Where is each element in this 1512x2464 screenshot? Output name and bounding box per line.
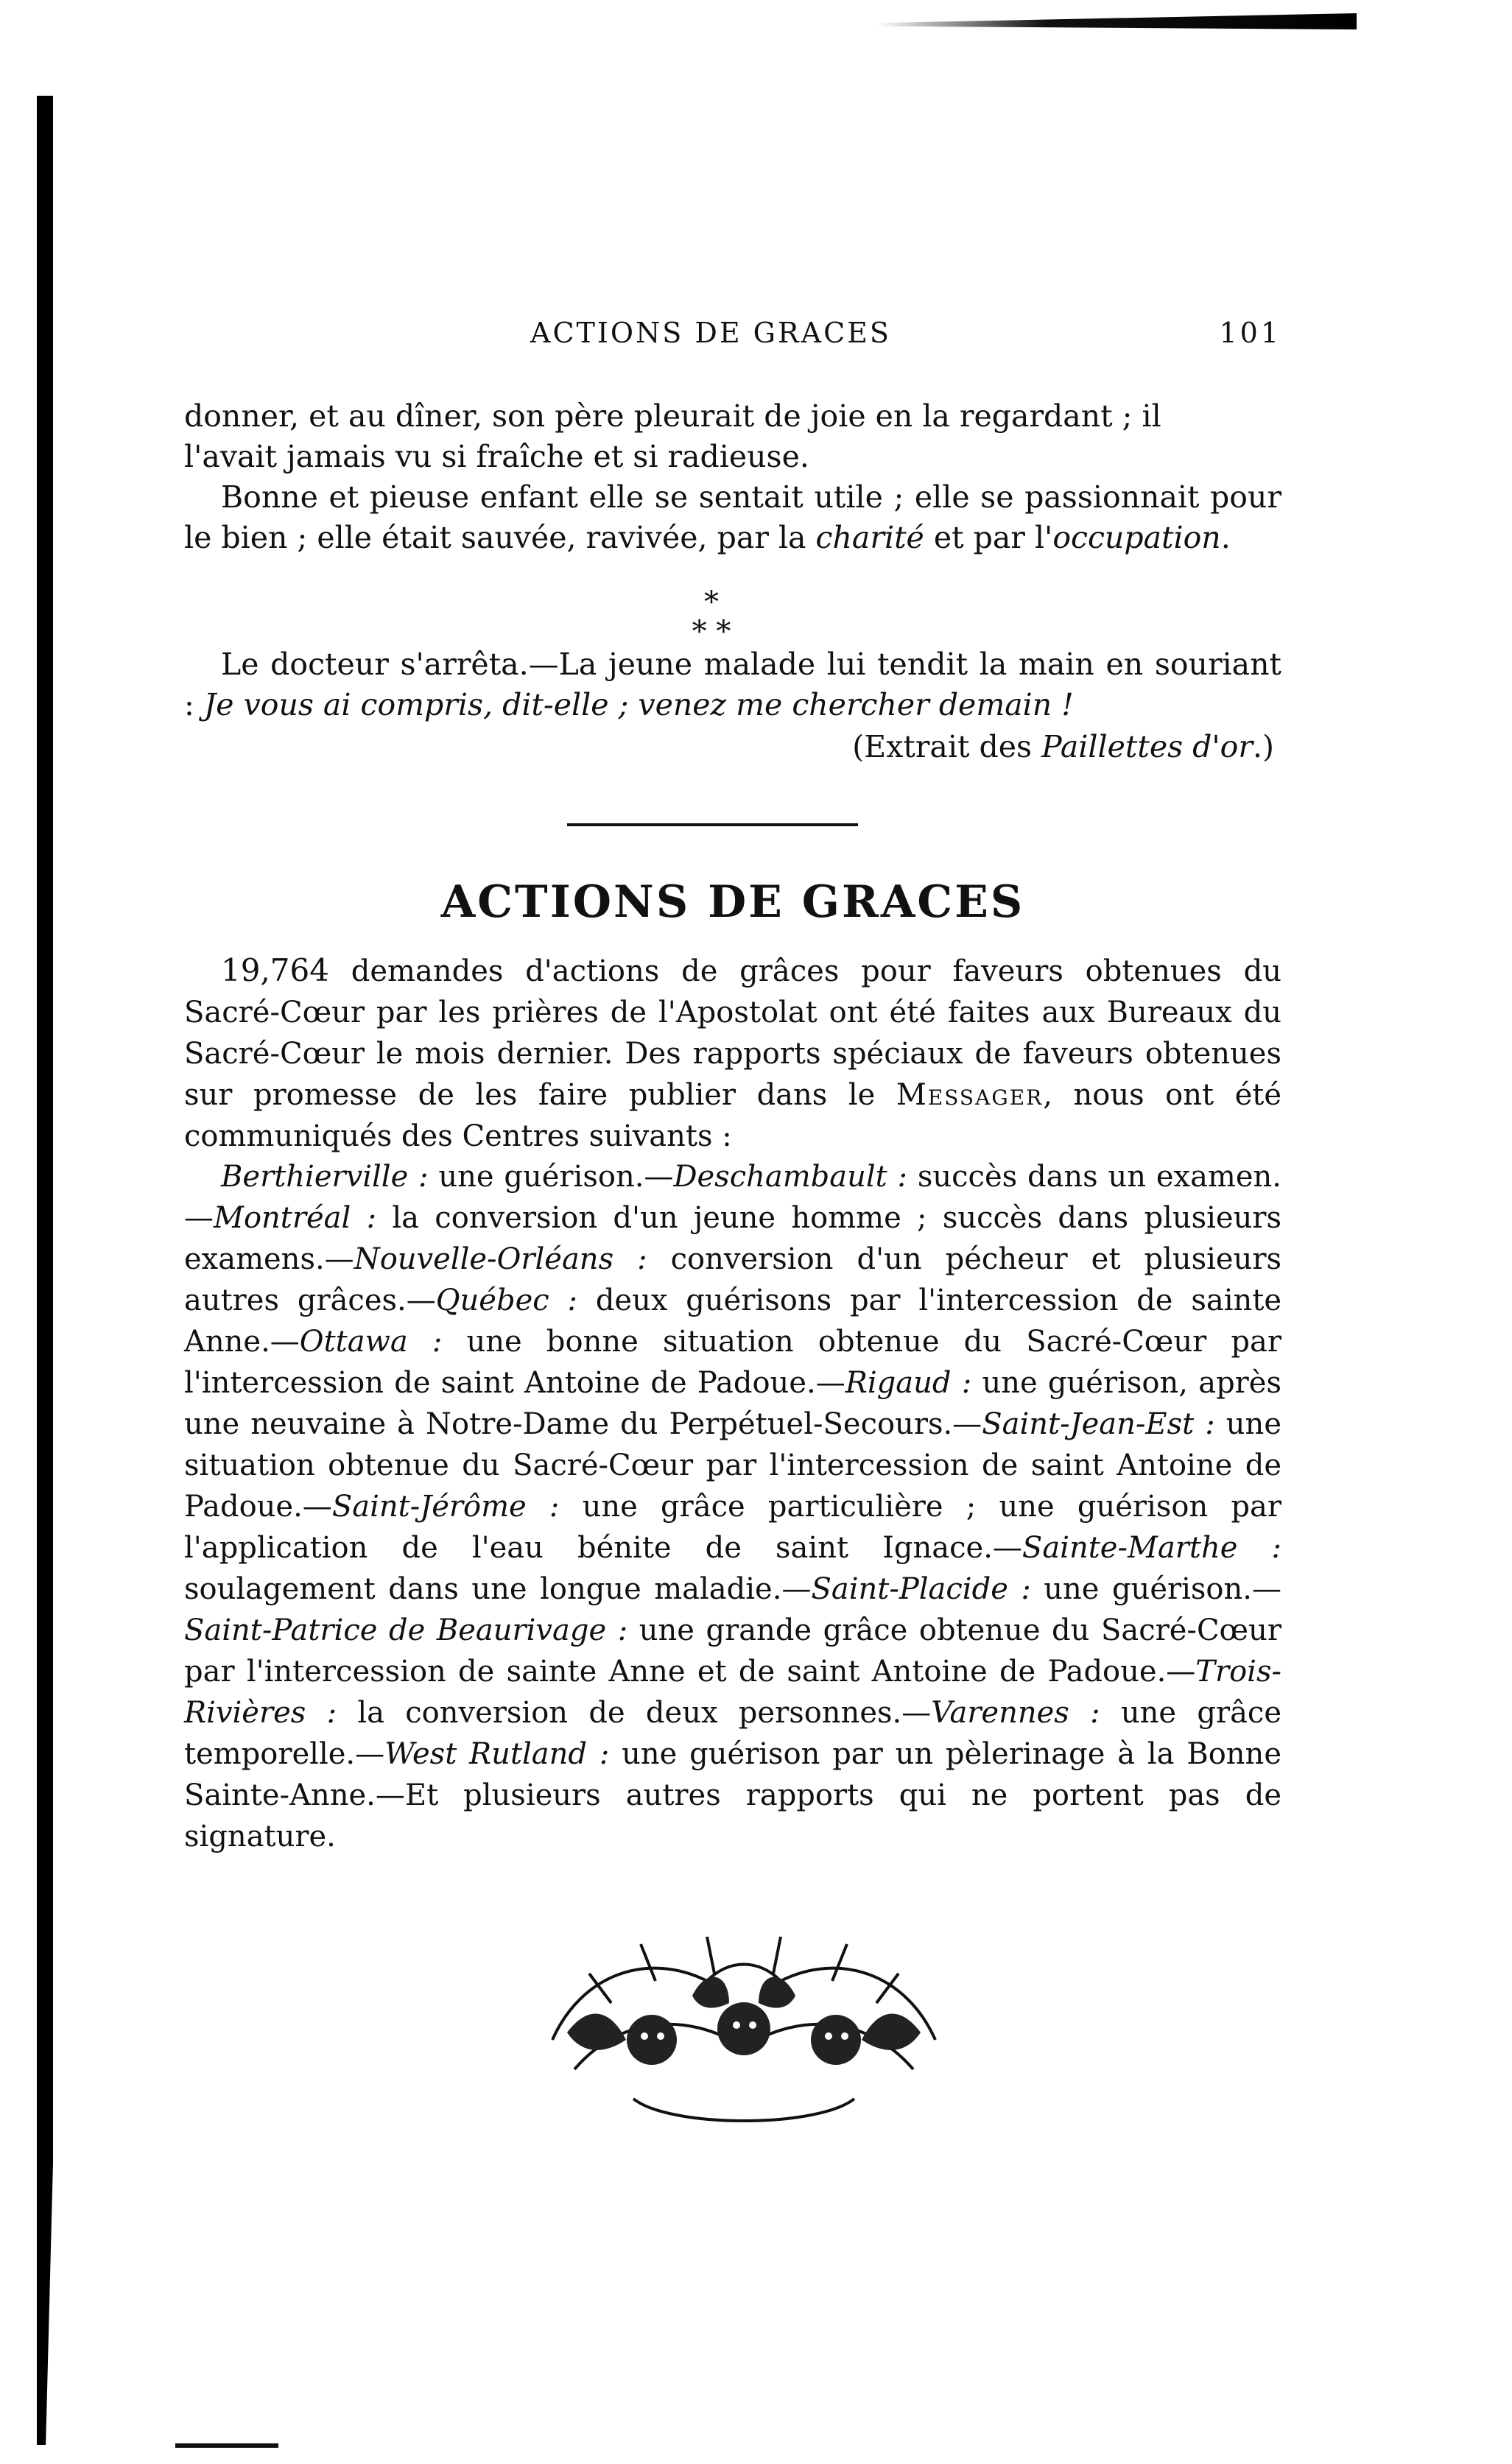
reports-paragraph <box>184 1156 1281 1857</box>
report-text: la conversion d'un jeune homme ; succès dans plusieurs examens.— <box>184 1201 1281 1276</box>
cherub-head-center <box>717 2002 770 2055</box>
report-text: une guérison, après une neuvaine à Notre-Dame du Perpétuel-Secours.— <box>184 1366 1281 1441</box>
report-text: deux guérisons par l'intercession de sainte Anne.— <box>184 1284 1281 1359</box>
story-word-charite: charité <box>815 520 924 555</box>
story-paragraphs <box>184 396 1281 558</box>
cherub-head-right <box>811 2015 861 2065</box>
section-divider <box>567 823 858 826</box>
story-line-1: donner, et au dîner, son père pleurait de joie en la regardant ; il <box>184 398 1161 434</box>
report-text: une guérison par un pèlerinage à la Bonne Sainte-Anne.—Et plusieurs autres rapports qui ne portent pas de signature. <box>184 1737 1281 1854</box>
page-number: 101 <box>1219 317 1281 349</box>
report-place: Montréal : <box>214 1201 377 1235</box>
running-head <box>184 309 1281 353</box>
source-end: .) <box>1252 729 1274 764</box>
story-paragraph-2 <box>184 477 1281 558</box>
section-intro <box>184 950 1281 1157</box>
cherub-head-left <box>627 2015 677 2065</box>
report-place: Saint-Jean-Est : <box>982 1407 1215 1441</box>
scan-edge-bottom-left <box>175 2443 278 2448</box>
report-text: une situation obtenue du Sacré-Cœur par l'intercession de saint Antoine de Padoue.— <box>184 1407 1281 1524</box>
report-place: Rigaud : <box>845 1366 972 1400</box>
story-paragraph-3 <box>184 644 1281 725</box>
wing-center-left <box>692 1977 729 2008</box>
asterism-bottom: * * <box>692 615 731 649</box>
report-place: Québec : <box>435 1284 577 1317</box>
asterism <box>682 585 741 649</box>
source-citation <box>852 729 1274 764</box>
report-place: Berthierville : <box>221 1160 429 1194</box>
story-p2-end: . <box>1220 520 1231 555</box>
report-text: une bonne situation obtenue du Sacré-Cœur par l'intercession de saint Antoine de Padoue.— <box>184 1325 1281 1400</box>
story-word-occupation: occupation <box>1052 520 1221 555</box>
scan-edge-top <box>876 13 1357 29</box>
source-start: (Extrait des <box>852 729 1042 764</box>
scan-edge-left <box>37 96 53 2445</box>
story-quote: Je vous ai compris, dit-elle ; venez me chercher demain ! <box>203 687 1074 722</box>
wing-right <box>862 2014 921 2050</box>
source-title: Paillettes d'or <box>1041 729 1253 764</box>
report-place: Nouvelle-Orléans : <box>354 1242 647 1276</box>
report-text: une guérison.— <box>1030 1572 1281 1606</box>
report-text: soulagement dans une longue maladie.— <box>184 1572 812 1606</box>
report-text: conversion d'un pécheur et plusieurs autres grâces.— <box>184 1242 1282 1317</box>
intro-messager: Messager <box>896 1078 1044 1112</box>
wing-left <box>567 2014 626 2050</box>
report-place: Saint-Jérôme : <box>331 1490 560 1524</box>
report-place: Varennes : <box>931 1696 1100 1730</box>
intro-number: 19,764 <box>221 952 329 988</box>
asterism-top: * <box>704 585 719 619</box>
report-text: une grande grâce obtenue du Sacré-Cœur par l'intercession de sainte Anne et de saint Antoine de Padoue.— <box>184 1613 1281 1689</box>
report-place: Ottawa : <box>299 1325 443 1359</box>
report-place: Trois-Rivières : <box>184 1655 1281 1730</box>
wing-center-right <box>759 1977 795 2008</box>
story-p3-start: Le docteur s'arrêta.—La jeune malade lui tendit la main en souriant : <box>184 647 1281 722</box>
report-place: Saint-Patrice de Beaurivage : <box>184 1613 628 1647</box>
section-title: ACTIONS DE GRACES <box>440 876 1025 928</box>
report-text: la conversion de deux personnes.— <box>337 1696 932 1730</box>
running-title: ACTIONS DE GRACES <box>530 317 891 349</box>
intro-text-b: , nous ont été communiqués des Centres suivants : <box>184 1078 1281 1153</box>
intro-text-a: demandes d'actions de grâces pour faveurs obtenues du Sacré-Cœur par les prières de l'Apostolat ont été faites aux Bureaux du Sacré-Cœur le mois dernier. Des rapports spéciaux de faveurs obtenues sur promesse de les faire publier dans le <box>184 954 1281 1112</box>
report-text: une grâce temporelle.— <box>184 1696 1282 1771</box>
vignette-base <box>633 2099 854 2121</box>
story-p2-start: Bonne et pieuse enfant elle se sentait utile ; elle se passionnait pour le bien ; elle était sauvée, ravivée, par la <box>184 479 1281 555</box>
story-p2-mid: et par l' <box>924 520 1053 555</box>
story-line-2: l'avait jamais vu si fraîche et si radieuse. <box>184 439 809 474</box>
report-place: Sainte-Marthe : <box>1022 1531 1281 1565</box>
report-place: West Rutland : <box>384 1737 610 1771</box>
report-text: une guérison.— <box>428 1160 674 1194</box>
report-text: une grâce particulière ; une guérison par l'application de l'eau bénite de saint Ignace.— <box>184 1490 1281 1565</box>
report-place: Saint-Placide : <box>811 1572 1031 1606</box>
cherubs-vignette <box>523 1929 965 2143</box>
report-place: Deschambault : <box>673 1160 908 1194</box>
report-text: succès dans un examen.— <box>184 1160 1282 1235</box>
